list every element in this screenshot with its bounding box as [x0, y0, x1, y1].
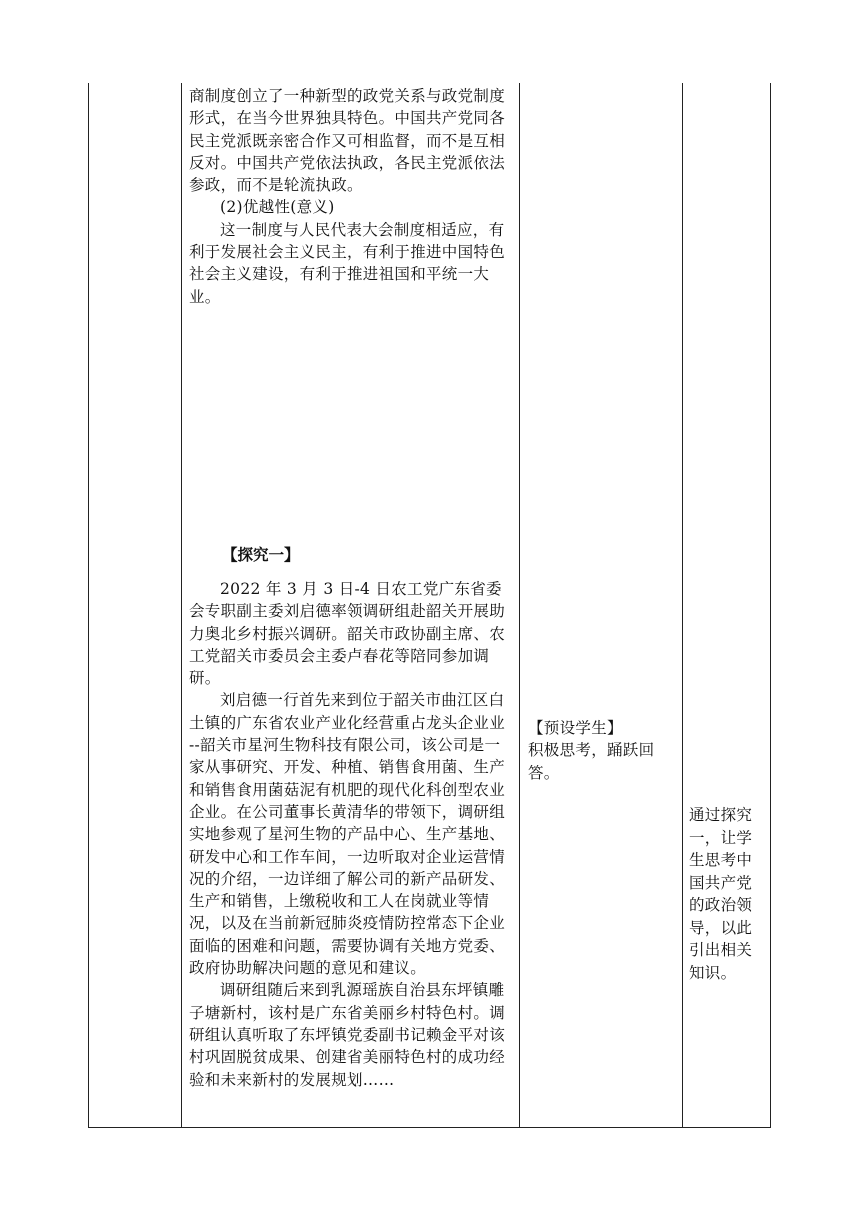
- advantage-paragraph: 这一制度与人民代表大会制度相适应，有利于发展社会主义民主，有利于推进中国特色社会主义建设，有利于推进祖国和平统一大业。: [189, 220, 506, 306]
- content-explore-block: [189, 578, 514, 1091]
- table-border-left: [88, 83, 89, 1128]
- table-divider-2: [519, 83, 520, 1128]
- design-intent-cell: [689, 804, 765, 984]
- explore-paragraph-2: 刘启德一行首先来到位于韶关市曲江区白土镇的广东省农业产业化经营重占龙头企业业 --韶关市星河生物科技有限公司，该公司是一家从事研究、开发、种植、销售食用菌、生产和销售食用菌菇泥有机肥的现代化科创型农业企业。在公司董事长黄清华的带领下，调研组实地参观了星河生物的产品中心、生产基地、研发中心和工作车间，一边听取对企业运营情况的介绍，一边详细了解公司的新产品研发、生产和销售，上缴税收和工人在岗就业等情况，以及在当前新冠肺炎疫情防控常态下企业面临的困难和问题，需要协调有关地方党委、政府协助解决问题的意见和建议。: [189, 691, 506, 978]
- intro-paragraph: 商制度创立了一种新型的政党关系与政党制度形式，在当今世界独具特色。中国共产党同各民主党派既亲密合作又可相监督，而不是互相反对。中国共产党依法执政，各民主党派依法参政，而不是轮流执政。: [189, 87, 506, 195]
- content-upper-block: [189, 85, 514, 308]
- explore-paragraph-1: 2022 年 3 月 3 日-4 日农工党广东省委会专职副主委刘启德率领调研组赴韶关开展助力奥北乡村振兴调研。韶关市政协副主席、农工党韶关市委员会主委卢春花等陪同参加调研。: [189, 580, 506, 688]
- student-text: 积极思考，踊跃回答。: [528, 741, 655, 782]
- explore-heading: 【探究一】: [222, 546, 300, 564]
- table-divider-1: [181, 83, 182, 1128]
- explore-paragraph-3: 调研组随后来到乳源瑶族自治县东坪镇雕子塘新村，该村是广东省美丽乡村特色村。调研组认真听取了东坪镇党委副书记赖金平对该村巩固脱贫成果、创建省美丽特色村的成功经验和未来新村的发展规划……: [189, 981, 506, 1089]
- student-label: 【预设学生】: [528, 719, 623, 737]
- table-border-right: [770, 83, 771, 1128]
- table-bottom-border: [88, 1127, 771, 1128]
- student-activity-cell: [528, 717, 676, 784]
- design-intent-text: 通过探究一，让学生思考中国共产党的政治领导，以此引出相关知识。: [689, 806, 753, 982]
- table-divider-3: [682, 83, 683, 1128]
- advantage-subheading: (2)优越性(意义): [220, 198, 335, 217]
